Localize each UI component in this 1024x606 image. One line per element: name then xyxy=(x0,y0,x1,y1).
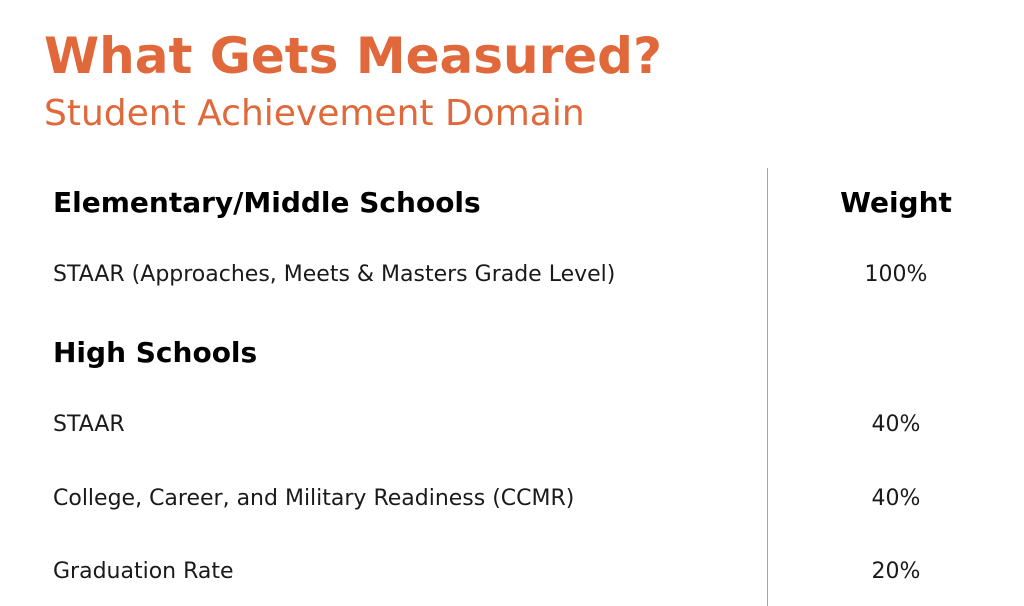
row-weight: 20% xyxy=(871,559,921,584)
table-row xyxy=(0,477,1024,521)
weight-column-header: Weight xyxy=(840,186,952,219)
table-row xyxy=(0,550,1024,594)
elementary-section-heading: Elementary/Middle Schools xyxy=(53,186,481,219)
row-label: College, Career, and Military Readiness (CCMR) xyxy=(53,486,575,511)
row-label: STAAR (Approaches, Meets & Masters Grade Level) xyxy=(53,262,616,287)
row-weight: 40% xyxy=(871,486,921,511)
elementary-header-row xyxy=(0,181,1024,225)
table-row xyxy=(0,253,1024,297)
page-title: What Gets Measured? xyxy=(44,27,662,85)
column-divider xyxy=(767,168,768,606)
row-label: STAAR xyxy=(53,412,125,437)
table-row xyxy=(0,403,1024,447)
high-section-heading: High Schools xyxy=(53,336,258,369)
page-subtitle: Student Achievement Domain xyxy=(44,93,585,134)
row-weight: 100% xyxy=(864,262,928,287)
high-header-row xyxy=(0,331,1024,375)
row-label: Graduation Rate xyxy=(53,559,234,584)
row-weight: 40% xyxy=(871,412,921,437)
